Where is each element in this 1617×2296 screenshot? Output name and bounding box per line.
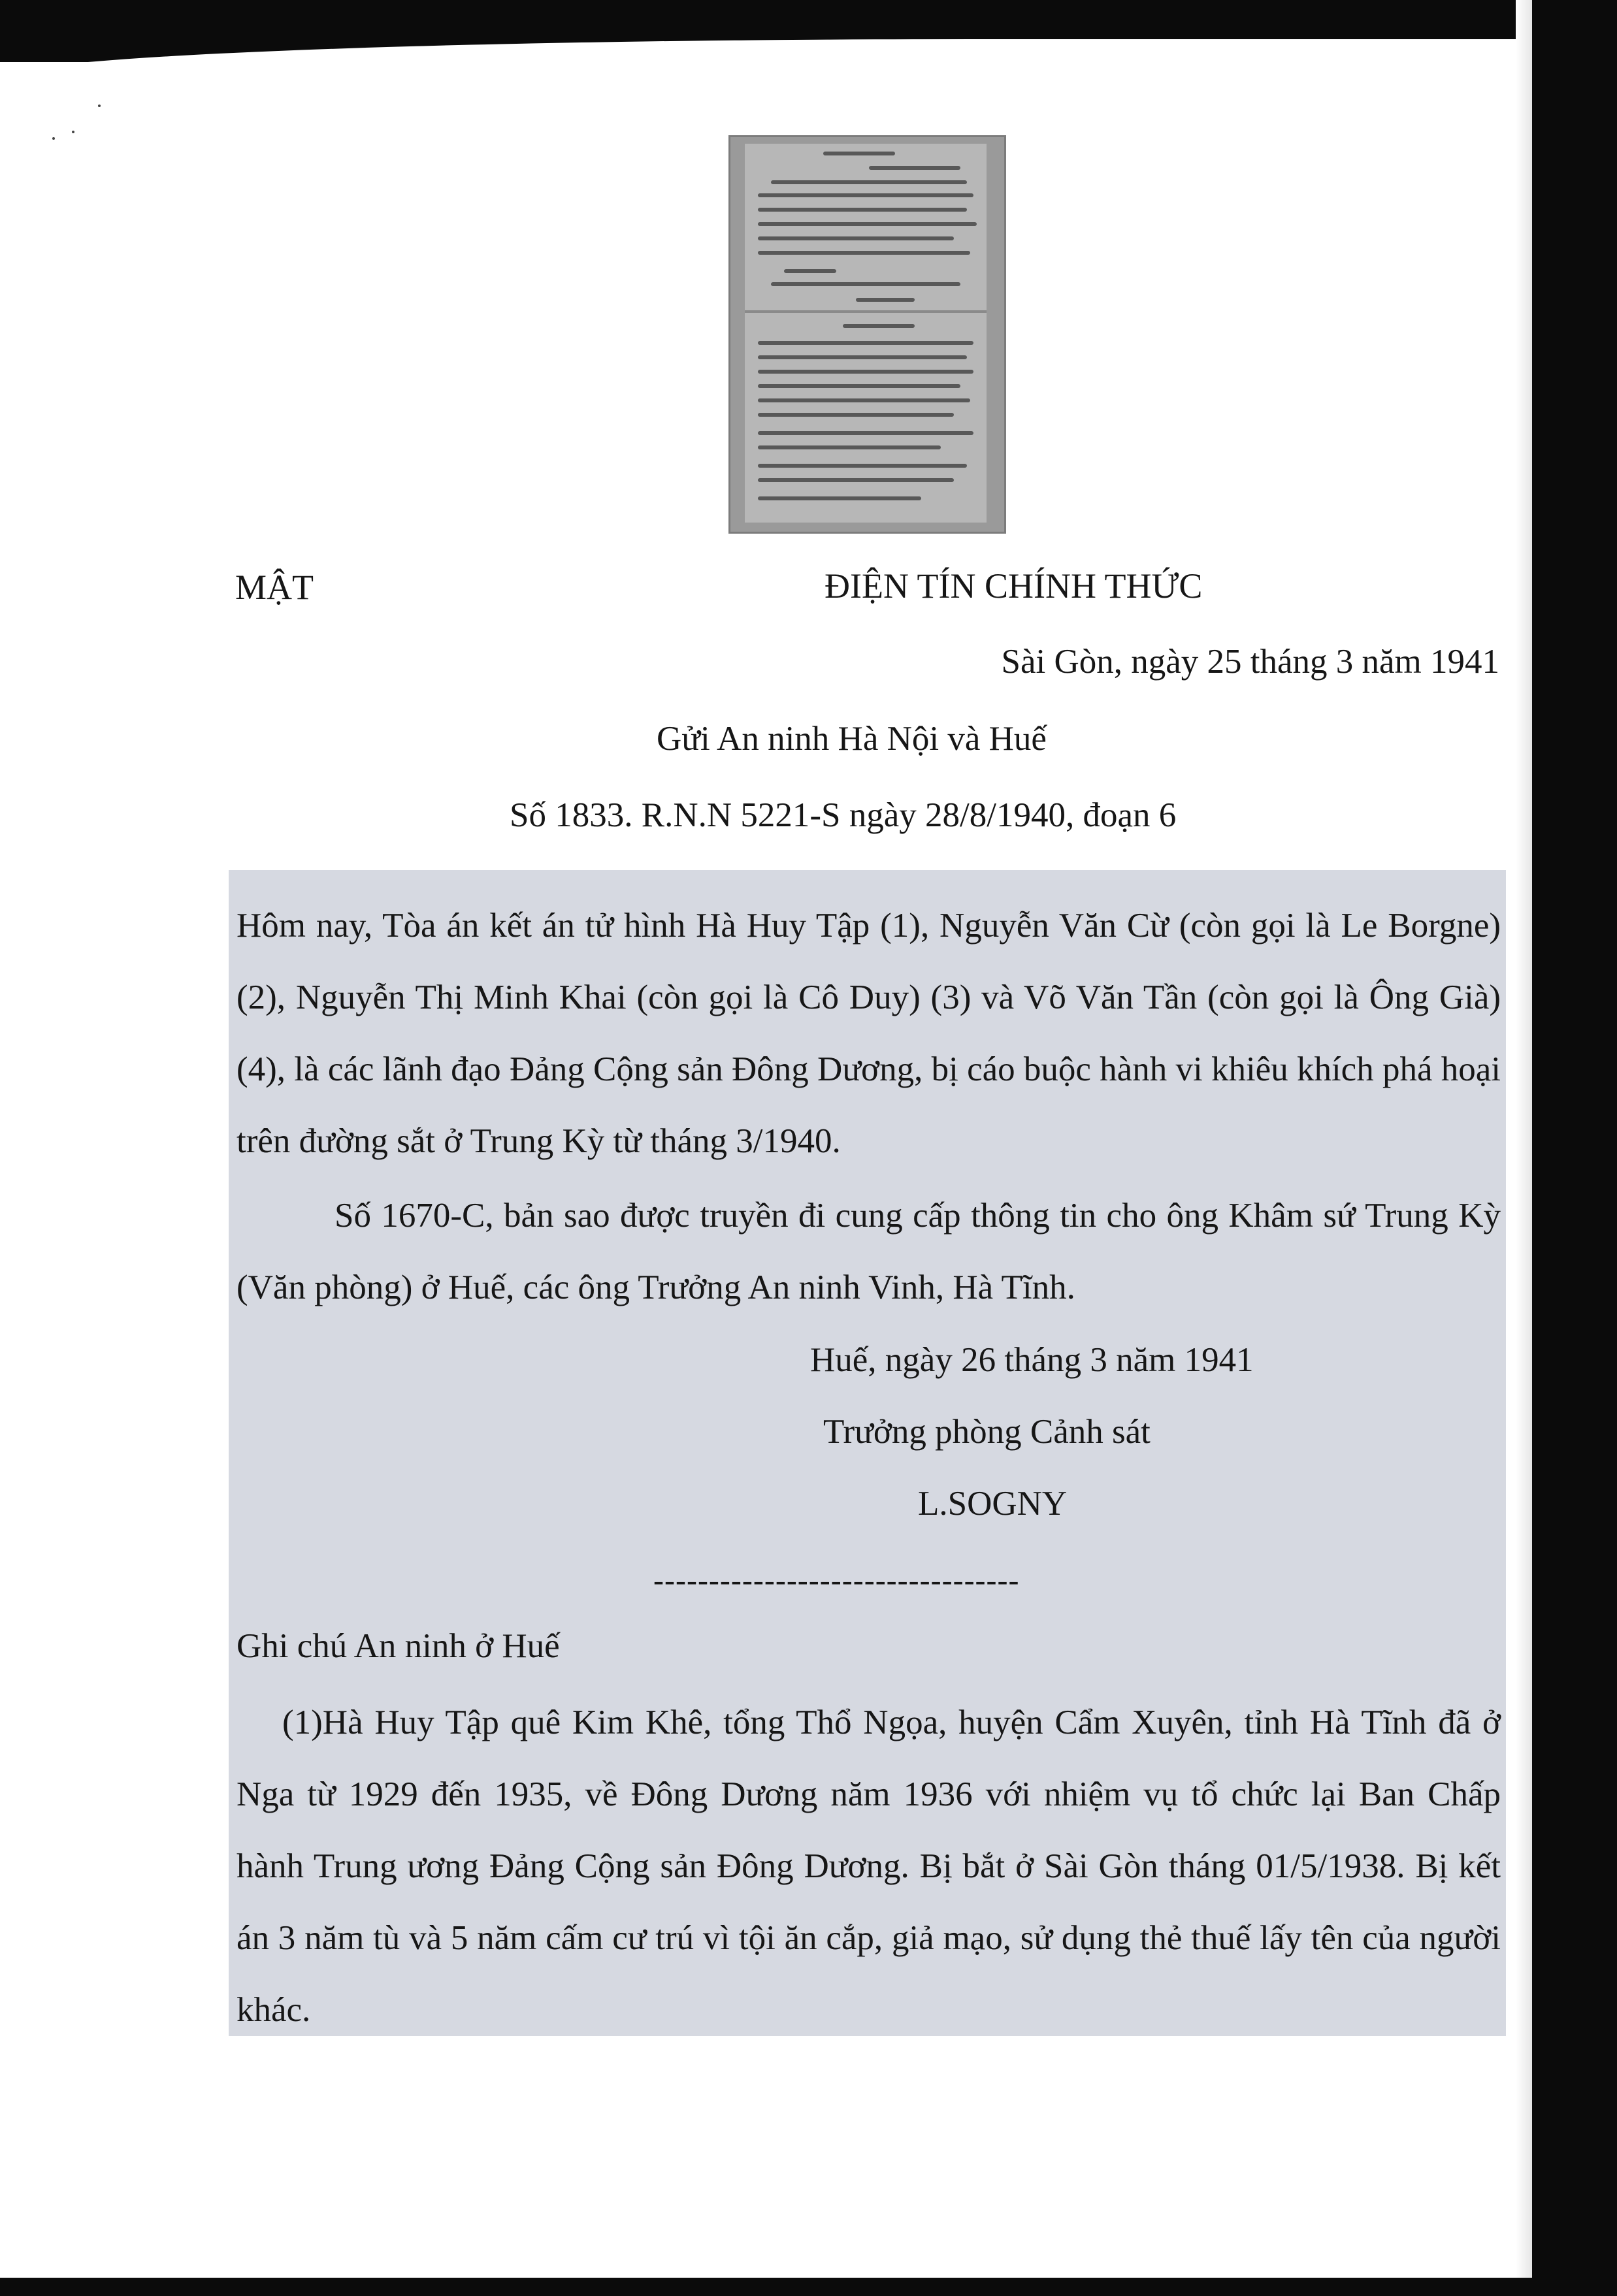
recipient-line: Gửi An ninh Hà Nội và Huế [657, 720, 1047, 758]
document-title: ĐIỆN TÍN CHÍNH THỨC [825, 566, 1203, 606]
scan-border-right [1516, 0, 1617, 2296]
signature-role: Trưởng phòng Cảnh sát [823, 1413, 1151, 1451]
classification-label: MẬT [235, 568, 314, 607]
signature-place-date: Huế, ngày 26 tháng 3 năm 1941 [810, 1341, 1254, 1379]
photo-paper-sheet [745, 144, 987, 523]
note-paragraph-1: (1)Hà Huy Tập quê Kim Khê, tổng Thổ Ngọa, huyện Cẩm Xuyên, tỉnh Hà Tĩnh đã ở Nga từ 1929 đến 1935, về Đông Dương năm 1936 với nhiệm vụ tổ chức lại Ban Chấp hành Trung ương Đảng Cộng sản Đông Dương. Bị bắt ở Sài Gòn tháng 01/5/1938. Bị kết án 3 năm tù và 5 năm cấm cư trú vì tội ăn cắp, giả mạo, sử dụng thẻ thuế lấy tên của người khác. [237, 1704, 1501, 2029]
scan-border-top [0, 0, 1617, 62]
place-date: Sài Gòn, ngày 25 tháng 3 năm 1941 [1001, 643, 1499, 681]
scan-specks [52, 105, 105, 144]
reference-line: Số 1833. R.N.N 5221-S ngày 28/8/1940, đoạn 6 [510, 796, 1177, 834]
notes-title: Ghi chú An ninh ở Huế [237, 1627, 560, 1665]
signature-name: L.SOGNY [918, 1485, 1068, 1523]
body-paragraph-2: Số 1670-C, bản sao được truyền đi cung cấp thông tin cho ông Khâm sứ Trung Kỳ (Văn phòng) ở Huế, các ông Trưởng An ninh Vinh, Hà Tĩnh. [237, 1197, 1501, 1306]
archival-document-photo [728, 135, 1006, 534]
body-paragraph-1: Hôm nay, Tòa án kết án tử hình Hà Huy Tập (1), Nguyễn Văn Cừ (còn gọi là Le Borgne) (2), Nguyễn Thị Minh Khai (còn gọi là Cô Duy) (3) và Võ Văn Tần (còn gọi là Ông Già) (4), là các lãnh đạo Đảng Cộng sản Đông Dương, bị cáo buộc hành vi khiêu khích phá hoại trên đường sắt ở Trung Kỳ từ tháng 3/1940. [237, 907, 1501, 1160]
scan-border-bottom [0, 2278, 1617, 2296]
section-divider: --------------------------------- [653, 1563, 1020, 1598]
